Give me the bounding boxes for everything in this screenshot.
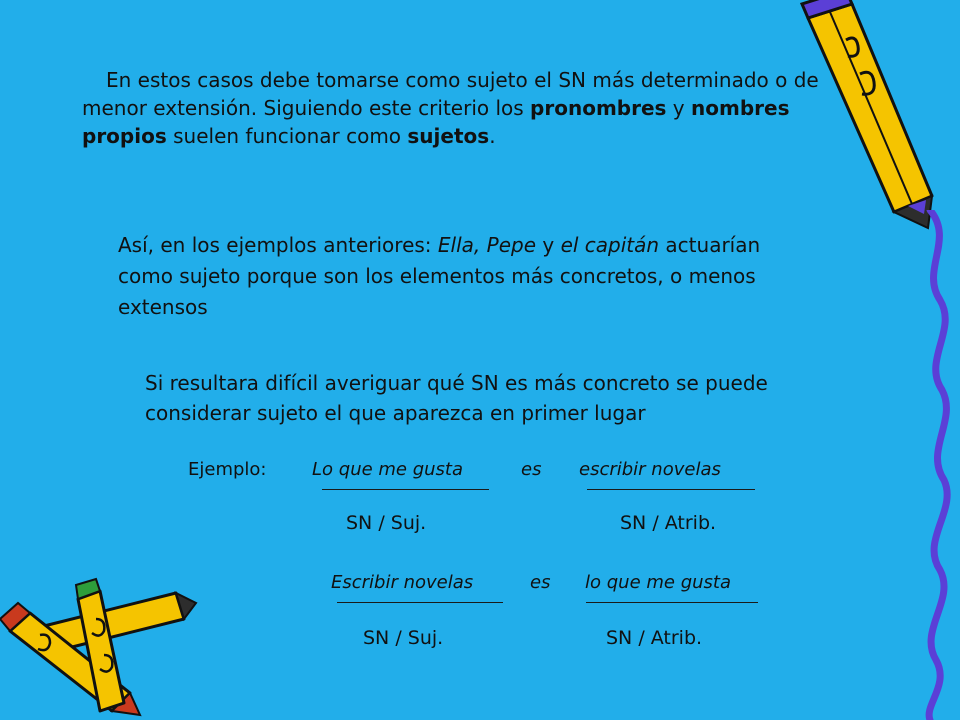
paragraph-text: Si resultara difícil averiguar qué SN es más concreto se puede considerar sujeto el que aparezca en primer lugar <box>145 371 768 425</box>
italic-example-capitan: el capitán <box>560 233 660 257</box>
example2-attribute: lo que me gusta <box>585 572 731 593</box>
paragraph-text: En estos casos debe tomarse como sujeto el SN más determinado o de menor extensión. Siguiendo este criterio los <box>82 68 819 120</box>
example2-attribute-label: SN / Atrib. <box>606 627 703 649</box>
bold-term-pronombres: pronombres <box>530 96 667 120</box>
example2-attribute-underline <box>586 602 758 603</box>
example2-subject-label: SN / Suj. <box>363 627 444 649</box>
paragraph-subject-rule <box>82 66 822 150</box>
paragraph-text: y <box>666 96 691 120</box>
example2-subject: Escribir novelas <box>331 572 474 593</box>
bold-term-sujetos: sujetos <box>407 124 490 148</box>
italic-example-names: Ella, Pepe <box>437 233 536 257</box>
paragraph-text: . <box>489 124 496 148</box>
paragraph-text: Así, en los ejemplos anteriores: <box>118 233 438 257</box>
example1-verb: es <box>521 459 542 480</box>
example1-attribute-underline <box>587 489 755 490</box>
example1-attribute-label: SN / Atrib. <box>620 512 717 534</box>
example1-attribute: escribir novelas <box>579 459 721 480</box>
example1-subject-label: SN / Suj. <box>346 512 427 534</box>
paragraph-examples <box>118 230 818 323</box>
squiggle-line-icon <box>900 210 960 720</box>
example2-verb: es <box>530 572 551 593</box>
paragraph-first-position-rule <box>145 368 865 428</box>
example1-subject: Lo que me gusta <box>312 459 464 480</box>
bold-term-nombres-propios: nombres propios <box>82 96 790 148</box>
paragraph-text: y <box>536 233 561 257</box>
example-prefix: Ejemplo: <box>188 459 267 480</box>
pencil-top-right-icon <box>800 0 960 230</box>
crayons-bottom-left-icon <box>0 575 200 720</box>
example1-subject-underline <box>322 489 489 490</box>
paragraph-text: suelen funcionar como <box>166 124 408 148</box>
example2-subject-underline <box>337 602 503 603</box>
paragraph-text: actuarían como sujeto porque son los elementos más concretos, o menos extensos <box>118 233 761 319</box>
